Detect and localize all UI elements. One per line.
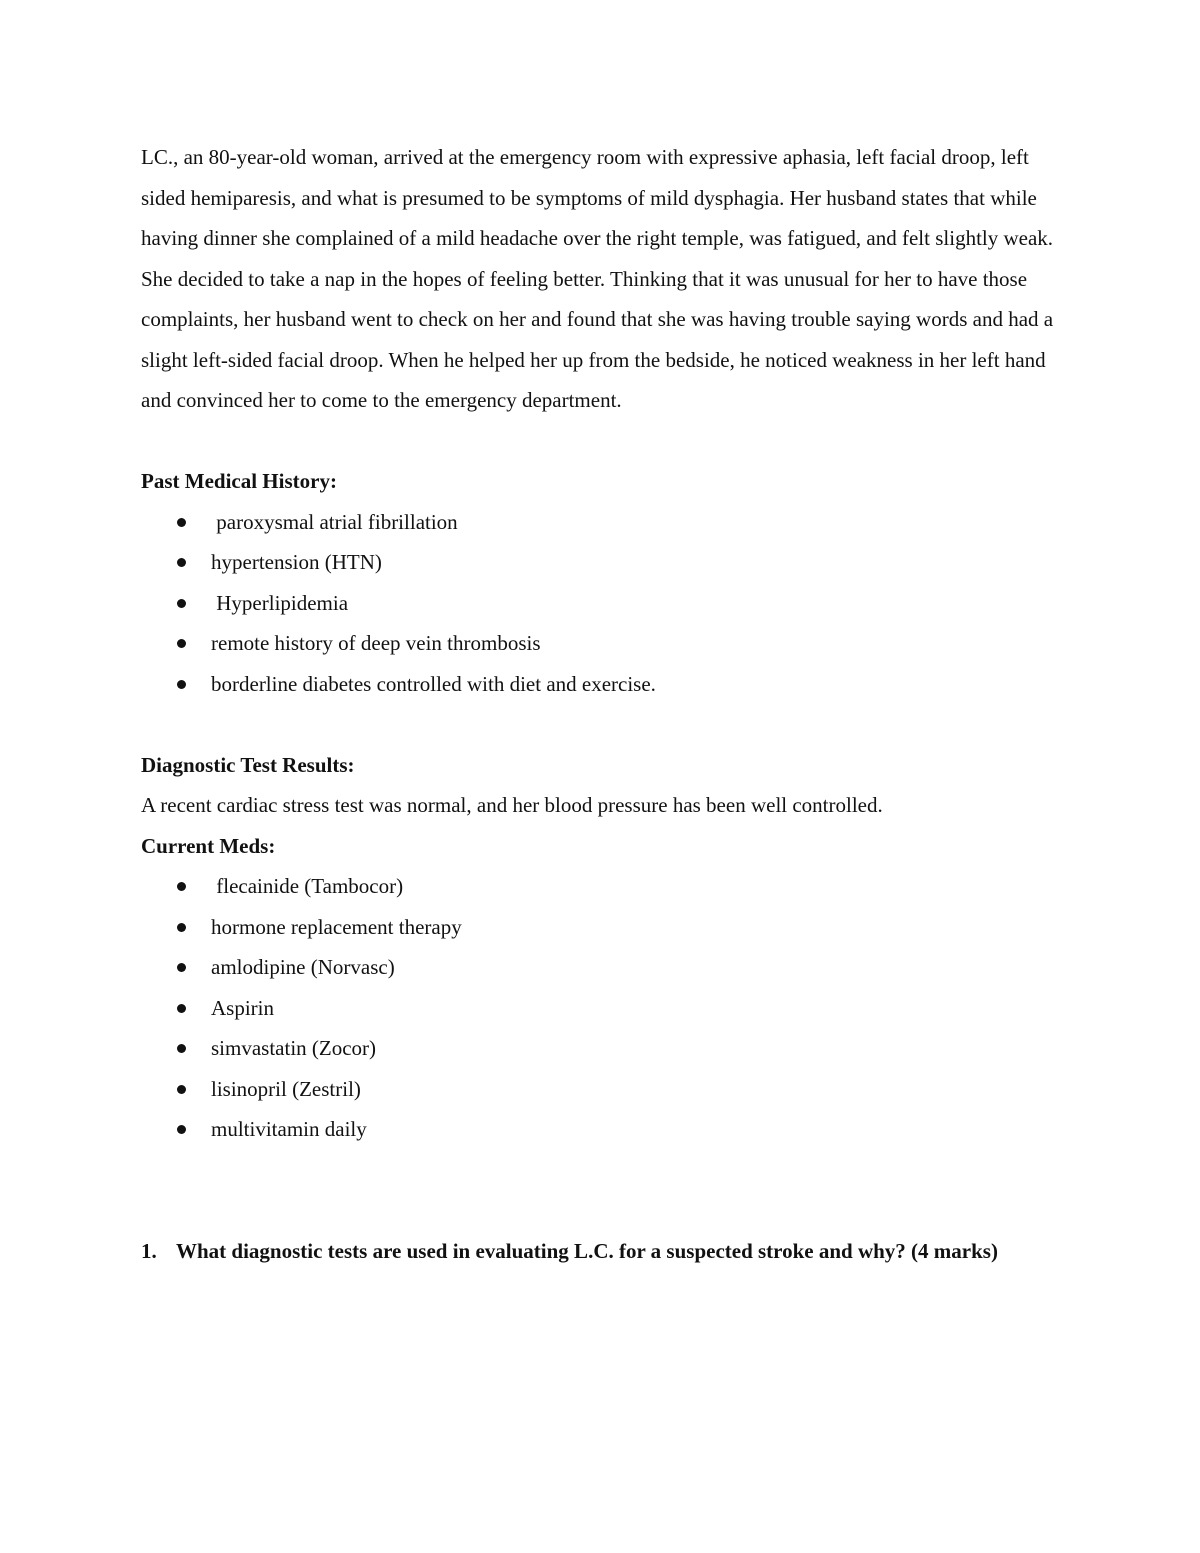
list-item: amlodipine (Norvasc) — [141, 947, 1071, 988]
bullet-icon — [177, 680, 186, 689]
diagnostic-test-results-text: A recent cardiac stress test was normal, and her blood pressure has been well controlled. — [141, 793, 883, 817]
bullet-icon — [177, 1044, 186, 1053]
list-item: paroxysmal atrial fibrillation — [141, 502, 1071, 543]
list-item: Hyperlipidemia — [141, 583, 1071, 624]
bullet-icon — [177, 599, 186, 608]
past-medical-history-list — [141, 502, 1071, 705]
bullet-icon — [177, 1125, 186, 1134]
spacer — [141, 421, 1071, 462]
bullet-icon — [177, 1085, 186, 1094]
spacer — [141, 704, 1071, 745]
case-intro-paragraph: LC., an 80-year-old woman, arrived at the emergency room with expressive aphasia, left facial droop, left sided hemiparesis, and what is presumed to be symptoms of mild dysphagia. Her husband states that while having dinner she complained of a mild headache over the right temple, was fatigued, and felt slightly weak. She decided to take a nap in the hopes of feeling better. Thinking that it was unusual for her to have those complaints, her husband went to check on her and found that she was having trouble saying words and had a slight left-sided facial droop. When he helped her up from the bedside, he noticed weakness in her left hand and convinced her to come to the emergency department. — [141, 145, 1054, 412]
bullet-icon — [177, 1004, 186, 1013]
bullet-icon — [177, 923, 186, 932]
spacer — [141, 1190, 1071, 1231]
list-item: borderline diabetes controlled with diet and exercise. — [141, 664, 1071, 705]
question-text: What diagnostic tests are used in evaluating L.C. for a suspected stroke and why? (4 marks) — [176, 1238, 998, 1263]
list-item: Aspirin — [141, 988, 1071, 1029]
question-number: 1. — [141, 1238, 157, 1263]
past-medical-history-heading: Past Medical History: — [141, 469, 337, 493]
bullet-icon — [177, 963, 186, 972]
spacer — [141, 1150, 1071, 1191]
question-1 — [141, 1231, 1071, 1272]
list-item: lisinopril (Zestril) — [141, 1069, 1071, 1110]
current-meds-heading: Current Meds: — [141, 833, 276, 858]
bullet-icon — [177, 882, 186, 891]
list-item: hypertension (HTN) — [141, 542, 1071, 583]
list-item: multivitamin daily — [141, 1109, 1071, 1150]
list-item: flecainide (Tambocor) — [141, 866, 1071, 907]
bullet-icon — [177, 518, 186, 527]
current-meds-list — [141, 866, 1071, 1150]
list-item: remote history of deep vein thrombosis — [141, 623, 1071, 664]
bullet-icon — [177, 639, 186, 648]
document-page — [141, 137, 1071, 1271]
bullet-icon — [177, 558, 186, 567]
diagnostic-test-results-heading: Diagnostic Test Results: — [141, 752, 355, 777]
list-item: simvastatin (Zocor) — [141, 1028, 1071, 1069]
list-item: hormone replacement therapy — [141, 907, 1071, 948]
